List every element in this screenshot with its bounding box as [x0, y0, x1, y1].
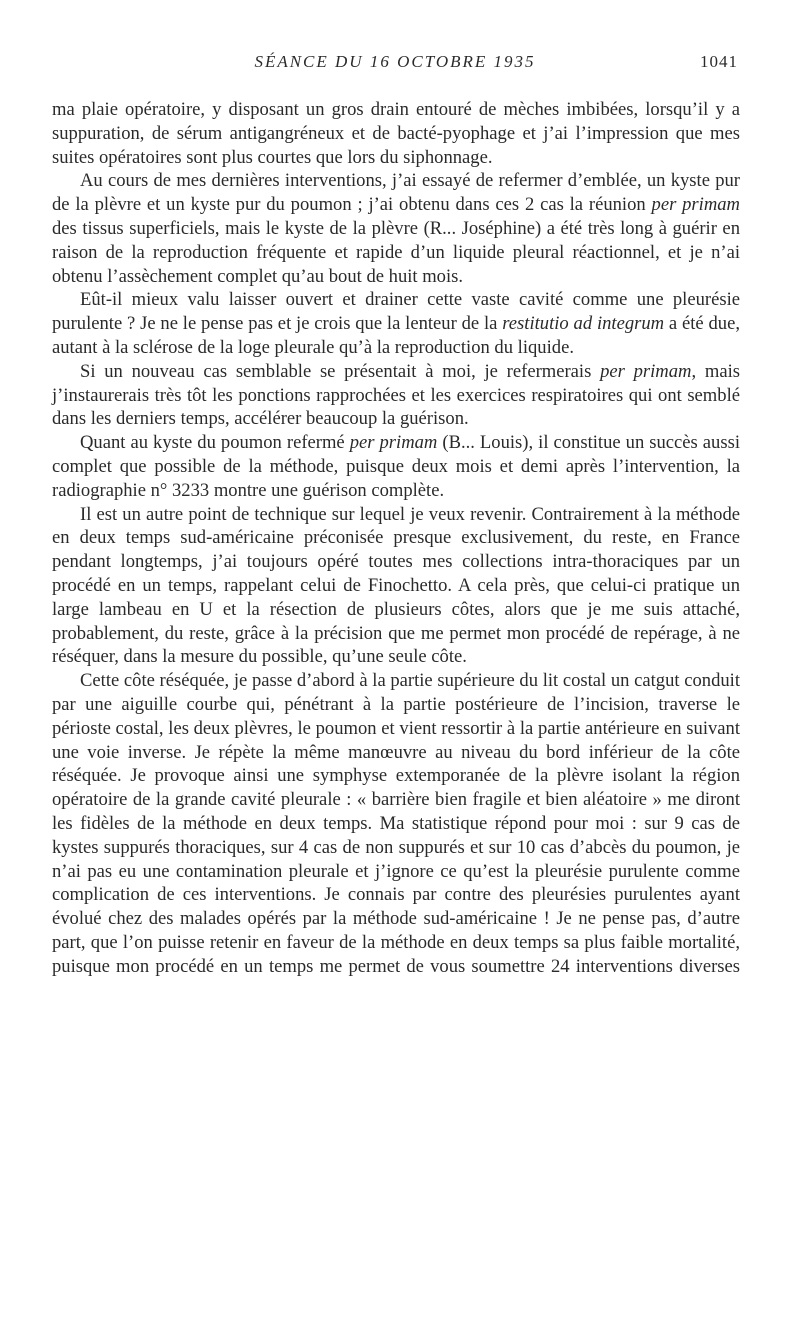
paragraph-text: a été due, autant à la sclérose de la loge pleurale qu’à la reproduction du liquide. [52, 313, 740, 358]
paragraph-text: Eût-il mieux valu laisser ouvert et drainer cette vaste cavité comme une pleurésie purulente ? Je ne le pense pas et je crois que la lenteur de la [52, 289, 740, 335]
paragraph-text: Il est un autre point de technique sur lequel je veux revenir. Contrairement à la méthode en deux temps sud-américaine préconisée presque exclusivement, du reste, en France pendant longtemps, j’ai toujours opéré toutes mes collections intra-thoraciques par un procédé en un temps, rappelant celui de Finochetto. A cela près, que celui-ci pratique un large lambeau en U et la résection de plusieurs côtes, alors que je me suis attaché, probablement, du reste, grâce à la précision que me permet mon procédé de repérage, à ne réséquer, dans la mesure du possible, qu’une seule côte. [52, 503, 740, 668]
latin-phrase: per primam [651, 194, 740, 216]
session-title: SÉANCE DU 16 OCTOBRE 1935 [254, 52, 536, 71]
paragraph-text: des tissus superficiels, mais le kyste de la plèvre (R... Joséphine) a été très long à guérir en raison de la reproduction fréquente et rapide d’un liquide pleural réactionnel, et je n’ai obtenu l’assèchement complet qu’au bout de huit mois. [52, 217, 740, 287]
paragraph-text: , mais j’instaurerais très tôt les ponctions rapprochées et les exercices respiratoires qui ont semblé dans les derniers temps, accélérer beaucoup la guérison. [52, 360, 740, 430]
paragraph-4 [52, 360, 740, 431]
page-number: 1041 [700, 52, 738, 71]
body-text [52, 98, 740, 978]
paragraph-text: Si un nouveau cas semblable se présentait à moi, je refermerais [80, 360, 601, 382]
latin-phrase: per primam [349, 432, 438, 454]
latin-phrase: restitutio ad integrum [502, 313, 665, 335]
paragraph-3 [52, 288, 740, 359]
paragraph-1 [52, 98, 740, 169]
paragraph-text: Au cours de mes dernières interventions, j’ai essayé de refermer d’emblée, un kyste pur de la plèvre et un kyste pur du poumon ; j’ai obtenu dans ces 2 cas la réunion [52, 170, 740, 216]
paragraph-text: Quant au kyste du poumon refermé [80, 432, 350, 454]
paragraph-6 [52, 503, 740, 670]
paragraph-5 [52, 431, 740, 502]
running-head [52, 52, 738, 76]
paragraph-text: Cette côte réséquée, je passe d’abord à la partie supérieure du lit costal un catgut conduit par une aiguille courbe qui, pénétrant à la partie postérieure de l’incision, traverse le périoste costal, les deux plèvres, le poumon et vient ressortir à la partie antérieure en suivant une voie inverse. Je répète la même manœuvre au niveau du bord inférieur de la côte réséquée. Je provoque ainsi une symphyse extemporanée de la plèvre isolant la région opératoire de la grande cavité pleurale : « barrière bien fragile et bien aléatoire » me diront les fidèles de la méthode en deux temps. Ma statistique répond pour moi : sur 9 cas de kystes suppurés thoraciques, sur 4 cas de non suppurés et sur 10 cas d’abcès du poumon, je n’ai pas eu une contamination pleurale et j’ignore ce qu’est la pleurésie purulente comme complication de ces interventions. Je connais par contre des pleurésies purulentes ayant évolué chez des malades opérés par la méthode sud-américaine ! Je ne pense pas, d’autre part, que l’on puisse retenir en faveur de la méthode en deux temps sa plus faible mortalité, puisque mon procédé en un temps me permet de vous soumettre 24 interventions diverses [52, 670, 740, 977]
paragraph-2 [52, 169, 740, 288]
paragraph-text: (B... Louis), il constitue un succès aussi complet que possible de la méthode, puisque deux mois et demi après l’intervention, la radiographie n° 3233 montre une guérison complète. [52, 432, 740, 501]
paragraph-7 [52, 669, 740, 978]
paragraph-text: ma plaie opératoire, y disposant un gros drain entouré de mèches imbibées, lorsqu’il y a suppuration, de sérum antigangréneux et de bacté-pyophage et j’ai l’impression que mes suites opératoires sont plus courtes que lors du siphonnage. [52, 99, 740, 168]
latin-phrase: per primam [600, 360, 692, 382]
